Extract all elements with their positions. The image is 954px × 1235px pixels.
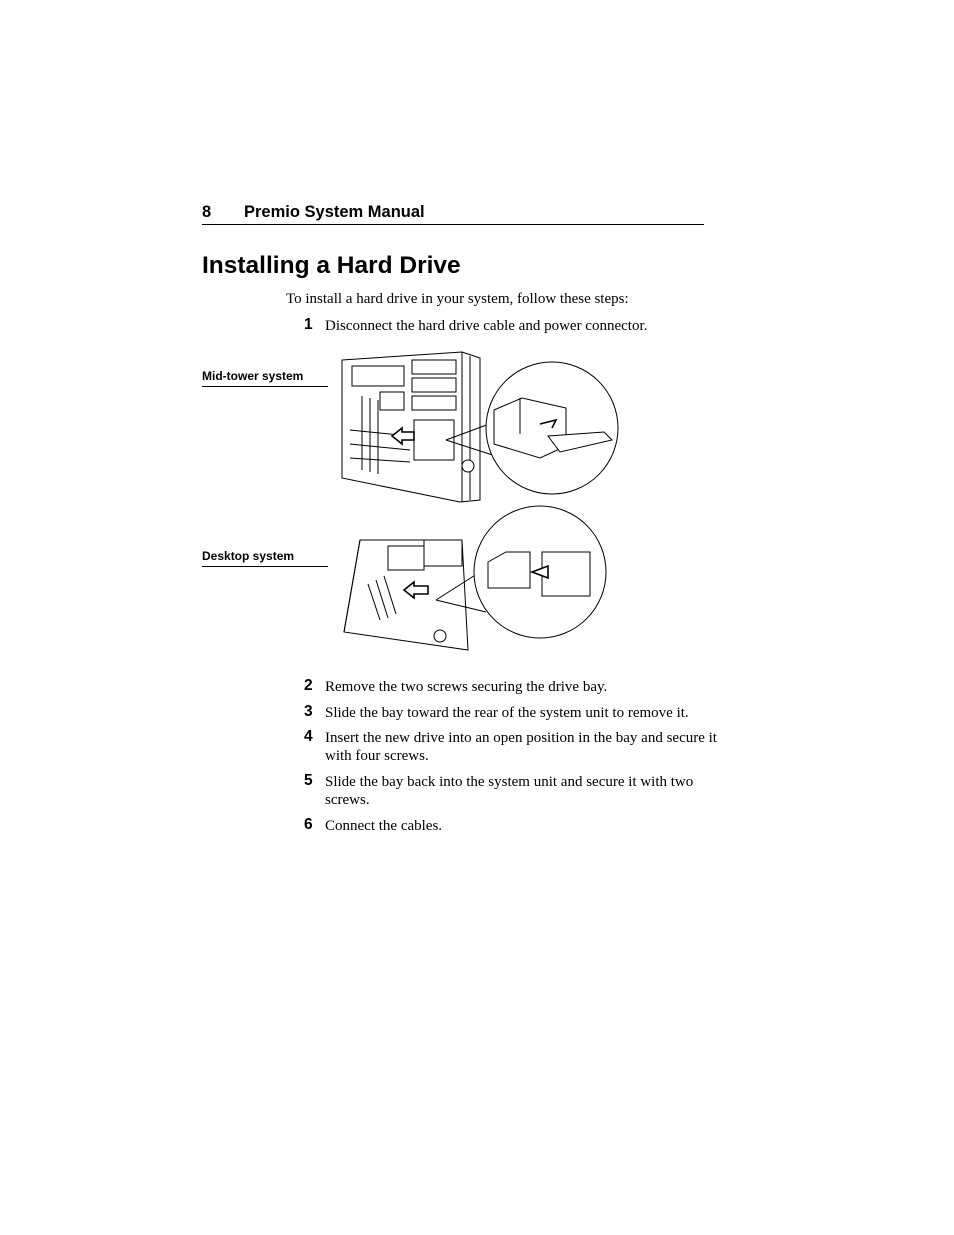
step-number: 3 <box>304 703 313 720</box>
step-number: 4 <box>304 728 313 745</box>
step-number: 6 <box>304 816 313 833</box>
step-text: Slide the bay back into the system unit and secure it with two screws. <box>325 774 694 808</box>
manual-title: Premio System Manual <box>244 203 425 221</box>
section-heading: Installing a Hard Drive <box>202 252 461 279</box>
step-text: Connect the cables. <box>325 818 443 834</box>
step-number: 5 <box>304 772 313 789</box>
step-text: Insert the new drive into an open position in the bay and secure it with four screws. <box>325 730 717 764</box>
step-number: 2 <box>304 677 313 694</box>
step-text: Remove the two screws securing the drive bay. <box>325 679 608 695</box>
intro-text: To install a hard drive in your system, follow these steps: <box>286 291 629 307</box>
desktop-illustration <box>344 506 606 650</box>
mid-tower-illustration <box>342 352 618 502</box>
page-number: 8 <box>202 203 212 221</box>
step-text: Slide the bay toward the rear of the system unit to remove it. <box>325 705 689 721</box>
step-number: 1 <box>304 316 313 333</box>
mid-tower-caption: Mid-tower system <box>202 368 328 387</box>
step-text: Disconnect the hard drive cable and power connector. <box>325 318 648 334</box>
desktop-caption: Desktop system <box>202 548 328 567</box>
